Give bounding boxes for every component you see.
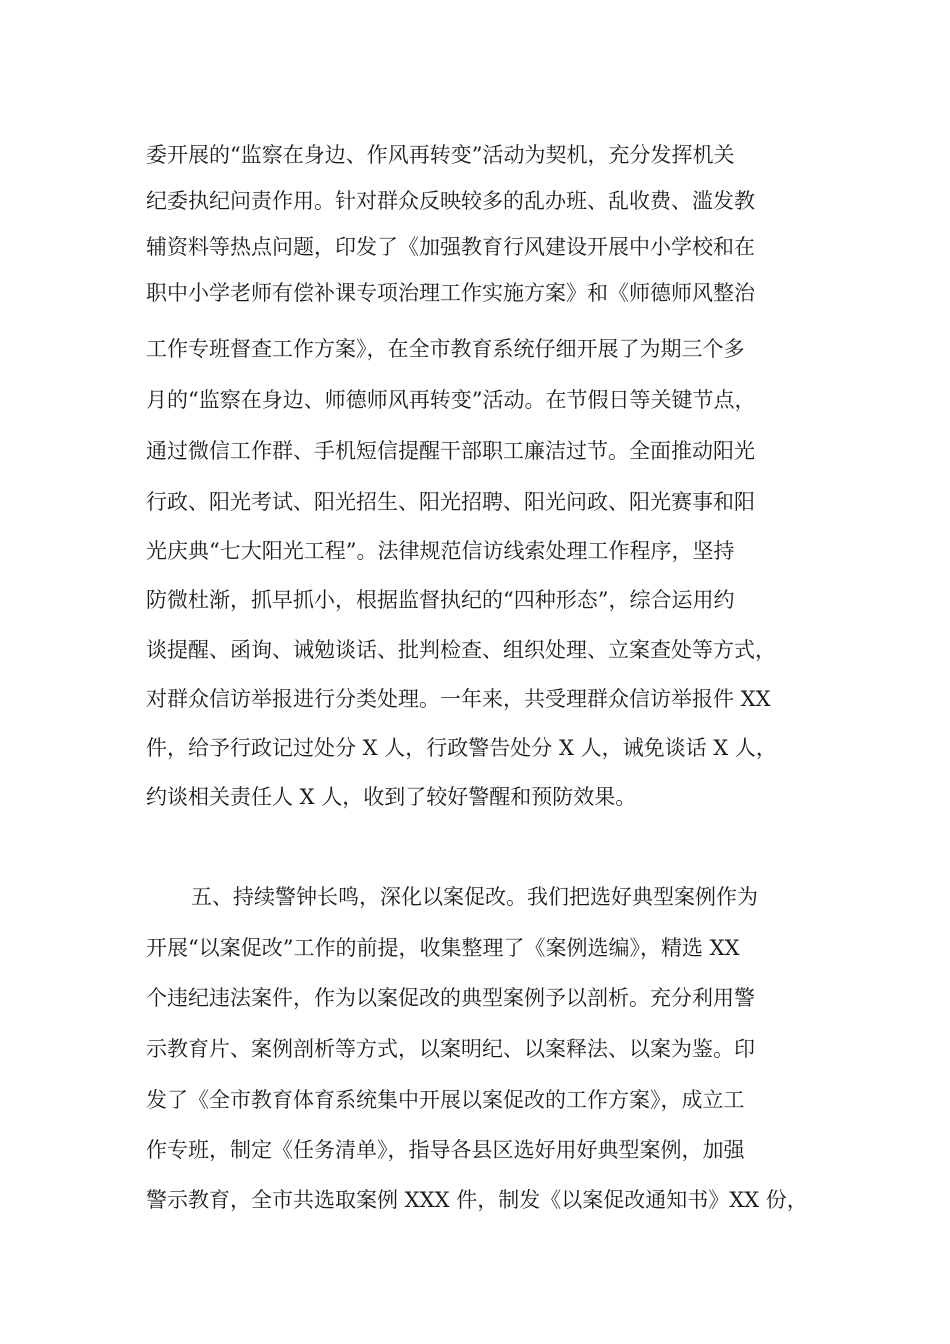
text-line: 示教育片、案例剖析等方式，以案明纪、以案释法、以案为鉴。印 bbox=[146, 1037, 755, 1061]
text-line: 警示教育，全市共选取案例 XXX 件，制发《以案促改通知书》XX 份， bbox=[146, 1188, 808, 1212]
text-line: 职中小学老师有偿补课专项治理工作实施方案》和《师德师风整治 bbox=[146, 281, 755, 305]
text-line: 辅资料等热点问题，印发了《加强教育行风建设开展中小学校和在 bbox=[146, 235, 755, 259]
text-line: 委开展的“监察在身边、作风再转变”活动为契机，充分发挥机关 bbox=[146, 143, 735, 167]
text-line: 谈提醒、函询、诫勉谈话、批判检查、组织处理、立案查处等方式， bbox=[146, 638, 776, 662]
text-line: 约谈相关责任人 X 人，收到了较好警醒和预防效果。 bbox=[146, 785, 637, 809]
text-line: 作专班，制定《任务清单》，指导各县区选好用好典型案例，加强 bbox=[146, 1138, 745, 1162]
text-line: 行政、阳光考试、阳光招生、阳光招聘、阳光问政、阳光赛事和阳 bbox=[146, 490, 755, 514]
text-line: 件，给予行政记过处分 X 人，行政警告处分 X 人，诫免谈话 X 人， bbox=[146, 736, 777, 760]
text-line: 开展“以案促改”工作的前提，收集整理了《案例选编》，精选 XX bbox=[146, 936, 740, 960]
text-line: 个违纪违法案件，作为以案促改的典型案例予以剖析。充分利用警 bbox=[146, 986, 755, 1010]
text-line: 发了《全市教育体育系统集中开展以案促改的工作方案》，成立工 bbox=[146, 1088, 745, 1112]
text-line: 对群众信访举报进行分类处理。一年来，共受理群众信访举报件 XX bbox=[146, 687, 771, 711]
text-line: 防微杜渐，抓早抓小，根据监督执纪的“四种形态”，综合运用约 bbox=[146, 588, 735, 612]
text-line: 光庆典“七大阳光工程”。法律规范信访线索处理工作程序，坚持 bbox=[146, 539, 735, 563]
text-line: 通过微信工作群、手机短信提醒干部职工廉洁过节。全面推动阳光 bbox=[146, 439, 755, 463]
text-line: 工作专班督查工作方案》，在全市教育系统仔细开展了为期三个多 bbox=[146, 337, 745, 361]
text-line: 五、持续警钟长鸣，深化以案促改。我们把选好典型案例作为 bbox=[191, 885, 758, 909]
text-line: 月的“监察在身边、师德师风再转变”活动。在节假日等关键节点， bbox=[146, 388, 756, 412]
text-line: 纪委执纪问责作用。针对群众反映较多的乱办班、乱收费、滥发教 bbox=[146, 189, 755, 213]
